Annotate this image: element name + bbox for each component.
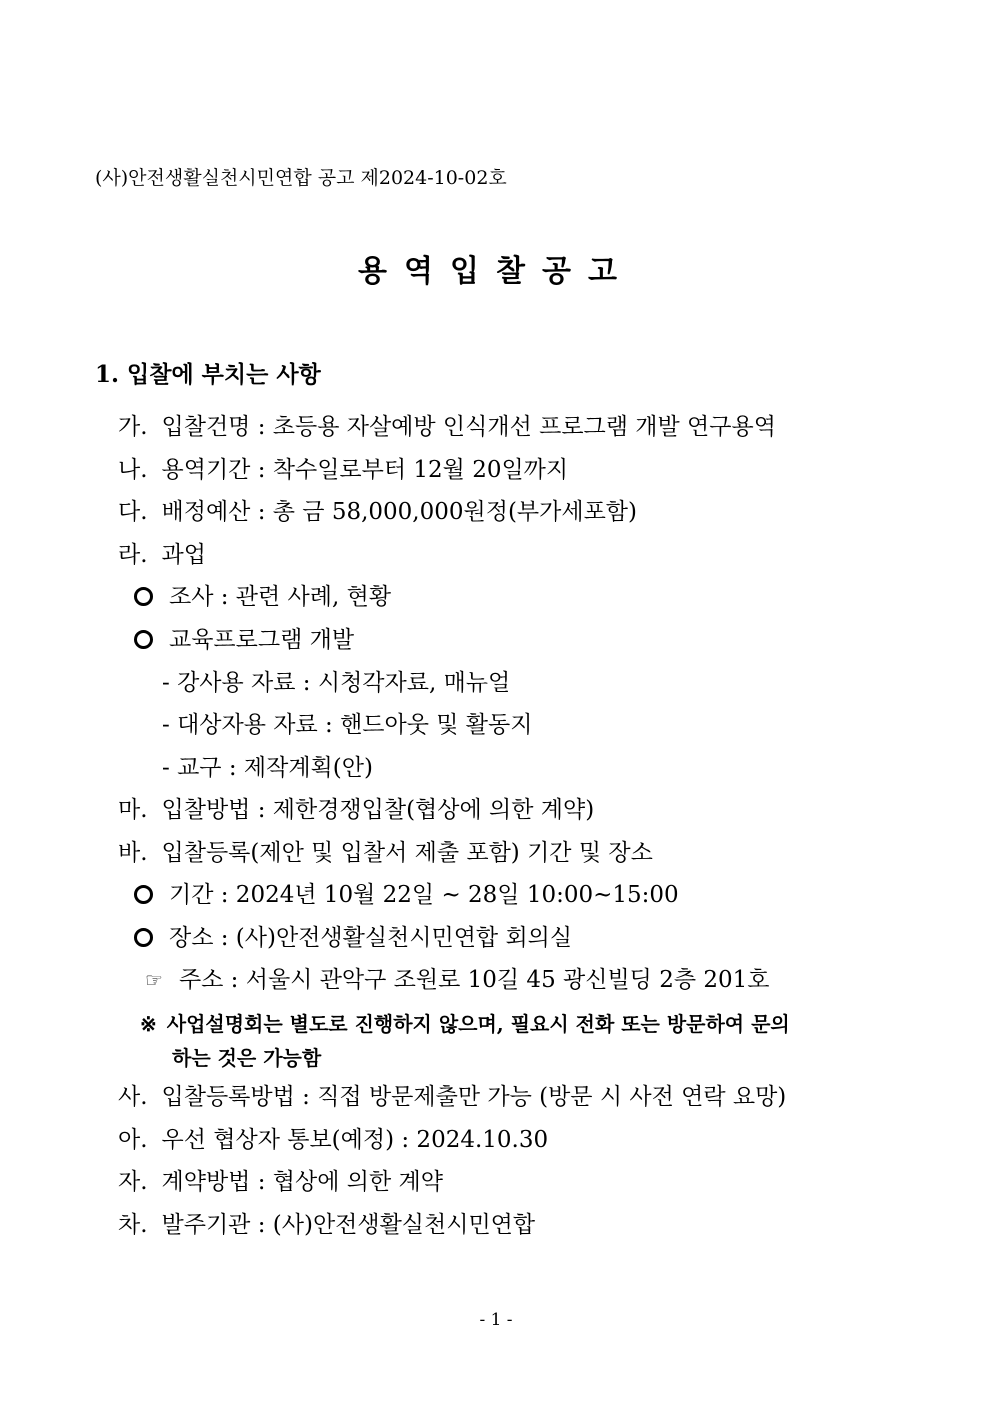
program-detail-teaching-aid: - 교구 : 제작계획(안) xyxy=(162,755,373,781)
item-ra xyxy=(118,540,206,570)
item-text: 입찰등록방법 : 직접 방문제출만 가능 (방문 시 사전 연락 요망) xyxy=(161,1084,787,1110)
item-cha xyxy=(118,1210,535,1240)
sub-item-program xyxy=(132,625,354,655)
item-marker: 바. xyxy=(118,840,148,866)
document-title: 용역입찰공고 xyxy=(358,254,634,289)
sub-item-text: 기간 : 2024년 10월 22일 ~ 28일 10:00~15:00 xyxy=(169,882,679,908)
sub-item-text: 장소 : (사)안전생활실천시민연합 회의실 xyxy=(169,925,573,951)
sub-item-period xyxy=(132,880,679,910)
circle-bullet-icon xyxy=(134,587,153,606)
note-text: 사업설명회는 별도로 진행하지 않으며, 필요시 전화 또는 방문하여 문의 xyxy=(166,1012,790,1036)
item-marker: 다. xyxy=(118,499,148,525)
address-text: 주소 : 서울시 관악구 조원로 10길 45 광신빌딩 2층 201호 xyxy=(178,967,770,993)
item-ga xyxy=(118,412,776,442)
item-text: 발주기관 : (사)안전생활실천시민연합 xyxy=(161,1212,536,1238)
item-text: 입찰방법 : 제한경쟁입찰(협상에 의한 계약) xyxy=(161,797,595,823)
item-text: 입찰등록(제안 및 입찰서 제출 포함) 기간 및 장소 xyxy=(161,840,653,866)
item-ma xyxy=(118,795,594,825)
item-ba xyxy=(118,838,653,868)
section-heading: 1. 입찰에 부치는 사항 xyxy=(95,361,321,388)
item-text: 입찰건명 : 초등용 자살예방 인식개선 프로그램 개발 연구용역 xyxy=(161,414,776,440)
address-line xyxy=(145,965,769,995)
program-detail-participant: - 대상자용 자료 : 핸드아웃 및 활동지 xyxy=(162,712,533,738)
item-marker: 자. xyxy=(118,1169,148,1195)
item-text: 계약방법 : 협상에 의한 계약 xyxy=(161,1169,443,1195)
sub-item-text: 교육프로그램 개발 xyxy=(169,627,355,653)
sub-item-research xyxy=(132,582,391,612)
item-marker: 차. xyxy=(118,1212,148,1238)
briefing-note xyxy=(140,1009,790,1039)
reference-mark-icon: ※ xyxy=(140,1012,157,1036)
item-text: 배정예산 : 총 금 58,000,000원정(부가세포함) xyxy=(161,499,637,525)
page-number: - 1 - xyxy=(479,1310,513,1330)
item-text: 용역기간 : 착수일로부터 12월 20일까지 xyxy=(161,457,569,483)
item-sa xyxy=(118,1082,786,1112)
item-text: 우선 협상자 통보(예정) : 2024.10.30 xyxy=(161,1127,549,1153)
item-marker: 아. xyxy=(118,1127,148,1153)
item-a xyxy=(118,1125,548,1155)
item-marker: 라. xyxy=(118,542,148,568)
circle-bullet-icon xyxy=(134,630,153,649)
sub-item-text: 조사 : 관련 사례, 현황 xyxy=(169,584,392,610)
sub-item-location xyxy=(132,923,572,953)
circle-bullet-icon xyxy=(134,928,153,947)
briefing-note-continued: 하는 것은 가능함 xyxy=(172,1046,322,1070)
item-marker: 나. xyxy=(118,457,148,483)
circle-bullet-icon xyxy=(134,885,153,904)
item-marker: 사. xyxy=(118,1084,148,1110)
item-text: 과업 xyxy=(161,542,206,568)
item-marker: 가. xyxy=(118,414,148,440)
item-marker: 마. xyxy=(118,797,148,823)
item-na xyxy=(118,455,568,485)
program-detail-instructor: - 강사용 자료 : 시청각자료, 매뉴얼 xyxy=(162,670,511,696)
notice-number: (사)안전생활실천시민연합 공고 제2024-10-02호 xyxy=(95,167,507,189)
pointing-hand-icon: ☞ xyxy=(145,968,163,992)
item-da xyxy=(118,497,637,527)
item-ja xyxy=(118,1167,443,1197)
